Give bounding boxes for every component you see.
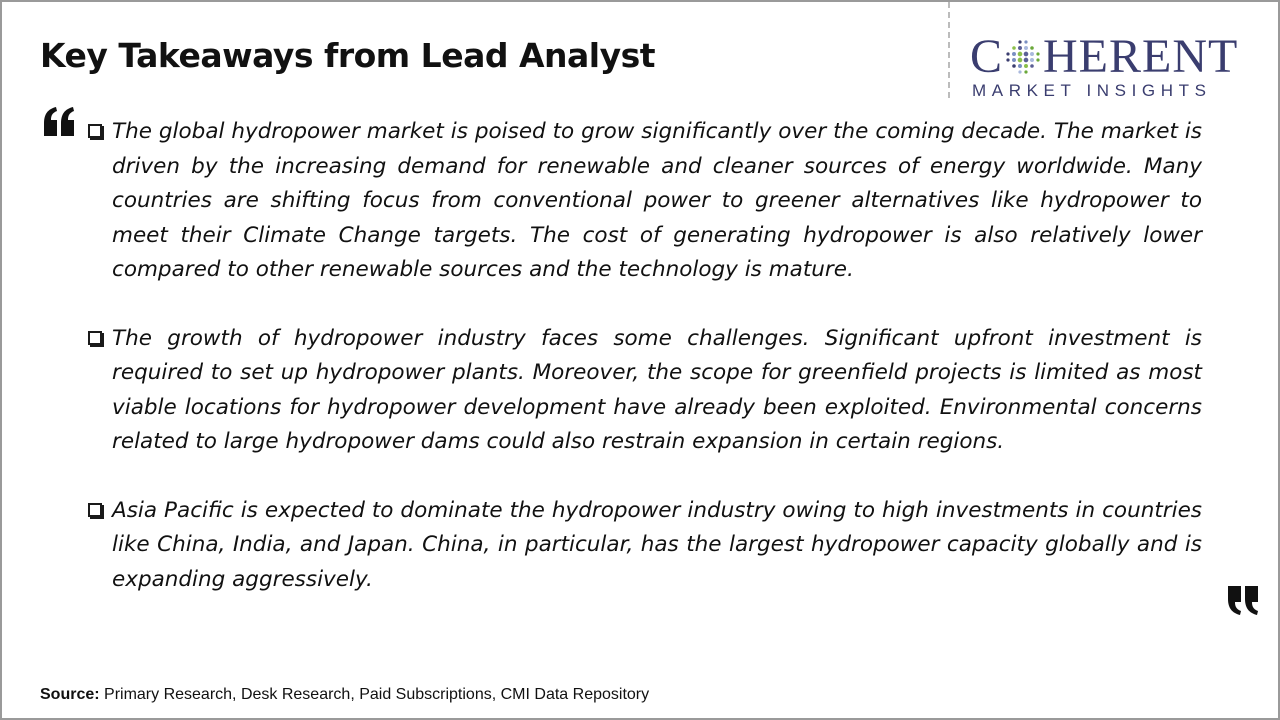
globe-dot xyxy=(1018,70,1021,73)
list-item xyxy=(88,494,1202,598)
source-label: Source: xyxy=(40,686,100,703)
logo-subtitle: MARKET INSIGHTS xyxy=(972,81,1212,100)
globe-dot xyxy=(1006,58,1009,61)
company-logo xyxy=(970,32,1262,100)
logo-divider xyxy=(948,2,950,98)
quote-open-icon xyxy=(42,106,76,136)
globe-dot xyxy=(1024,40,1027,43)
takeaway-text: The global hydropower market is poised to grow significantly over the coming decade. The market is driven by the increasing demand for renewable and cleaner sources of energy worldwide. Many countries are shifting focus from conventional power to greener alternatives like hydropower to meet their Climate Change targets. The cost of generating hydropower is also relatively lower compared to other renewable sources and the technology is mature. xyxy=(112,119,1202,282)
globe-dot xyxy=(1012,52,1016,56)
globe-dot xyxy=(1024,52,1029,57)
globe-dot xyxy=(1036,58,1039,61)
page-title: Key Takeaways from Lead Analyst xyxy=(40,36,655,75)
globe-dot xyxy=(1036,52,1039,55)
globe-dots-icon xyxy=(1005,39,1041,75)
logo-letters-rest: HERENT xyxy=(1043,30,1239,83)
logo-letter-c: C xyxy=(970,30,1004,83)
globe-dot xyxy=(1012,64,1016,68)
globe-dot xyxy=(1018,40,1021,43)
globe-dot xyxy=(1012,58,1016,62)
globe-dot xyxy=(1024,46,1028,50)
list-item xyxy=(88,115,1202,288)
source-text: Primary Research, Desk Research, Paid Subscriptions, CMI Data Repository xyxy=(99,686,650,703)
logo-wordmark xyxy=(970,32,1238,82)
globe-dot xyxy=(1024,64,1028,68)
takeaway-text: Asia Pacific is expected to dominate the hydropower industry owing to high investments in countries like China, India, and Japan. China, in particular, has the largest hydropower capacity globally and is expanding aggressively. xyxy=(112,497,1202,592)
globe-dot xyxy=(1024,58,1029,63)
checkbox-icon xyxy=(88,331,102,345)
globe-dot xyxy=(1024,70,1027,73)
checkbox-icon xyxy=(88,503,102,517)
globe-dot xyxy=(1018,64,1022,68)
globe-dot xyxy=(1018,52,1023,57)
quote-close-icon xyxy=(1226,586,1260,616)
globe-dot xyxy=(1018,46,1022,50)
list-item xyxy=(88,322,1202,460)
globe-dot xyxy=(1030,58,1034,62)
globe-dot xyxy=(1012,46,1016,50)
globe-dot xyxy=(1030,46,1034,50)
globe-dot xyxy=(1030,64,1034,68)
takeaway-text: The growth of hydropower industry faces some challenges. Significant upfront investment is required to set up hydropower plants. Moreover, the scope for greenfield projects is limited as most viable locations for hydropower development have already been exploited. Environmental concerns related to large hydropower dams could also restrain expansion in certain regions. xyxy=(112,325,1202,454)
globe-dot xyxy=(1018,58,1023,63)
takeaways-list xyxy=(88,115,1202,631)
source-note xyxy=(40,686,649,704)
globe-dot xyxy=(1030,52,1034,56)
globe-dot xyxy=(1006,52,1009,55)
checkbox-icon xyxy=(88,124,102,138)
